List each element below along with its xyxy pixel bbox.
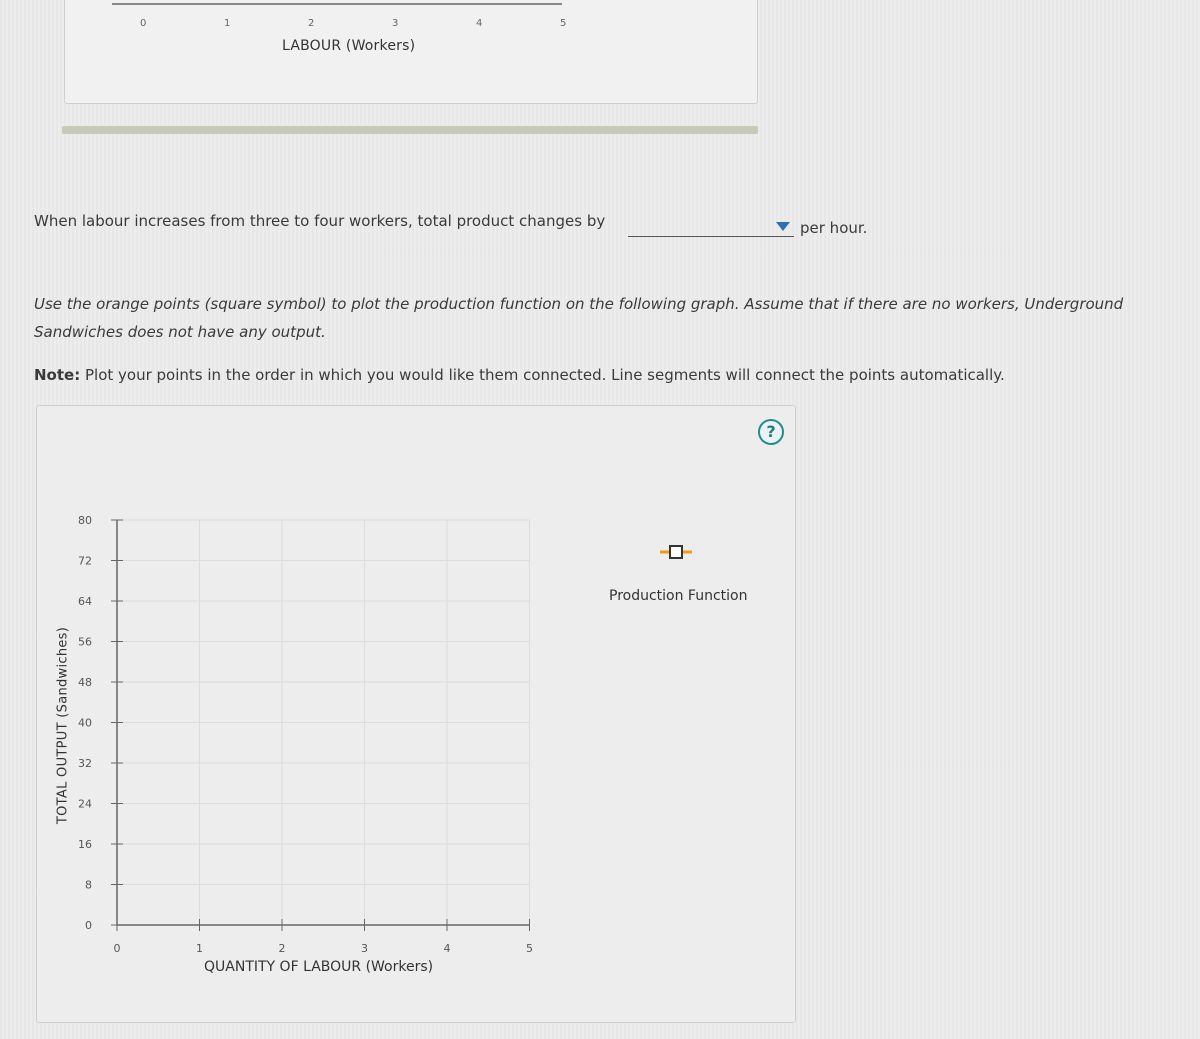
previous-graph-x-axis-title: LABOUR (Workers) [282,38,416,54]
y-tick-label: 80 [78,514,92,527]
y-tick-label: 72 [78,554,92,568]
production-function-square-tool-icon[interactable] [660,545,692,559]
y-tick-label: 56 [78,635,92,649]
question-suffix: per hour. [800,219,868,237]
x-tick-label: 1 [196,942,203,955]
y-tick-label: 8 [85,878,92,892]
previous-graph-x-tick-label: 1 [224,18,231,29]
x-tick-label: 0 [113,942,121,955]
y-tick-label: 0 [85,919,92,932]
x-tick-label: 2 [278,942,286,955]
x-tick-label: 5 [526,942,533,955]
previous-graph-x-tick-label: 5 [560,18,567,29]
previous-graph-x-tick-label: 3 [392,18,399,29]
x-tick-label: 3 [361,942,368,955]
y-tick-label: 64 [78,595,92,608]
question-text: When labour increases from three to four workers, total product changes by [34,212,606,230]
note-label: Note: [34,366,81,384]
y-axis-title: TOTAL OUTPUT (Sandwiches) [55,626,71,825]
y-tick-label: 48 [78,676,92,689]
x-axis-title: QUANTITY OF LABOUR (Workers) [204,959,434,975]
y-tick-label: 32 [78,757,92,770]
note-text: Plot your points in the order in which you would like them connected. Line segments will connect the points automatically. [84,366,1005,384]
help-icon[interactable]: ? [758,419,784,445]
previous-graph-x-tick-label: 2 [308,18,315,29]
y-tick-label: 24 [78,797,92,811]
y-tick-label: 16 [78,838,92,851]
y-tick-label: 40 [78,716,92,730]
previous-graph-x-tick-label: 0 [140,18,147,29]
plot-instructions: Use the orange points (square symbol) to plot the production function on the following graph. Assume that if there are no workers, Underground Sandwiches does not have any output. [34,295,1124,341]
x-tick-label: 4 [443,942,451,955]
legend-label: Production Function [609,588,748,604]
previous-graph-x-tick-label: 4 [476,18,483,29]
